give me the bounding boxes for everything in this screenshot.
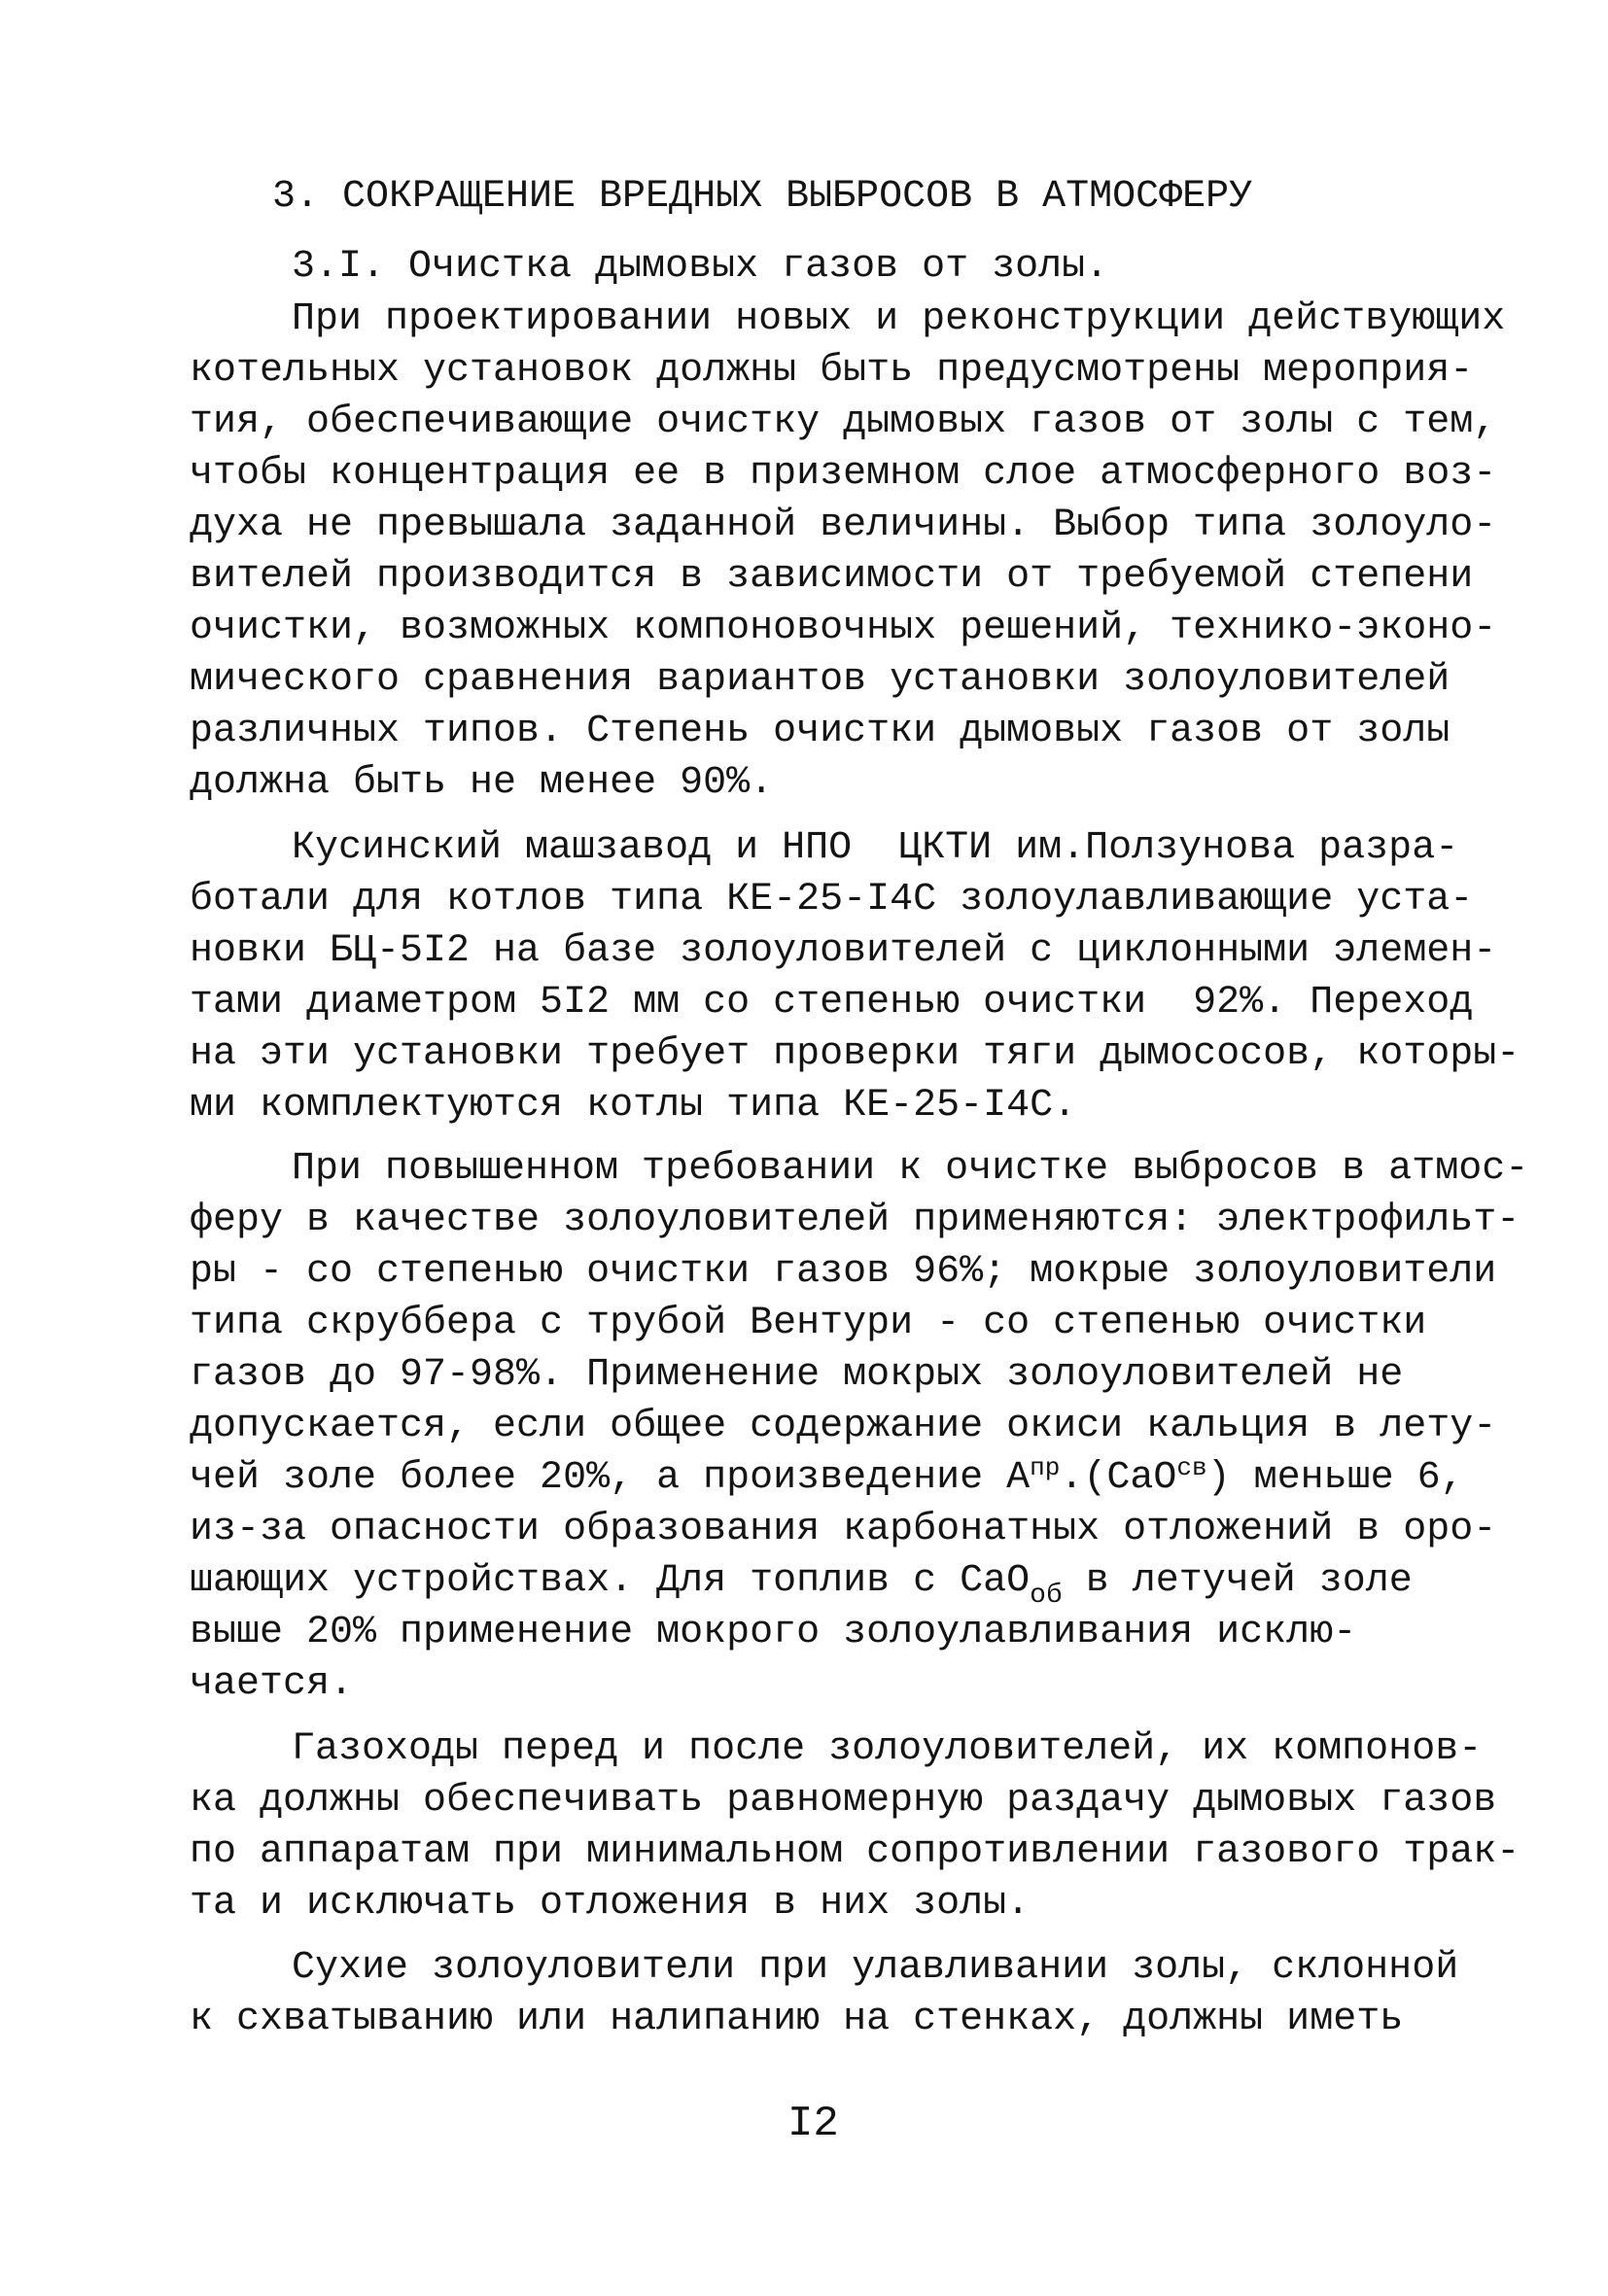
paragraph-1-line: духа не превышала заданной величины. Выбор типа золоуло- <box>190 504 1497 547</box>
paragraph-1-line: различных типов. Степень очистки дымовых газов от золы <box>190 710 1451 753</box>
paragraph-2-line: Кусинский машзавод и НПО ЦКТИ им.Ползунова разра- <box>292 826 1459 870</box>
paragraph-3-line: ры - со степенью очистки газов 96%; мокрые золоуловители <box>190 1250 1497 1294</box>
formula-superscript-sv: св <box>1176 1453 1207 1482</box>
subscript-text-after: в летучей золе <box>1062 1559 1413 1603</box>
paragraph-4-line: ка должны обеспечивать равномерную раздачу дымовых газов <box>190 1779 1497 1823</box>
paragraph-2-line: ми комплектуются котлы типа КЕ-25-I4С. <box>190 1084 1077 1128</box>
paragraph-3-line: газов до 97-98%. Применение мокрых золоуловителей не <box>190 1353 1404 1397</box>
paragraph-3-line: допускается, если общее содержание окиси кальция в лету- <box>190 1405 1497 1448</box>
paragraph-1-line: котельных установок должны быть предусмотрены мероприя- <box>190 349 1474 393</box>
section-heading: 3. СОКРАЩЕНИЕ ВРЕДНЫХ ВЫБРОСОВ В АТМОСФЕРУ <box>272 175 1253 219</box>
paragraph-2-line: новки БЦ-5I2 на базе золоуловителей с циклонными элемен- <box>190 929 1497 973</box>
paragraph-5-line: Сухие золоуловители при улавливании золы, склонной <box>292 1946 1459 1990</box>
paragraph-5-line: к схватыванию или налипанию на стенках, должны иметь <box>190 1998 1404 2041</box>
subscript-ob: об <box>1030 1581 1063 1611</box>
formula-text-after: ) меньше 6, <box>1206 1456 1464 1500</box>
formula-text-before: чей золе более 20%, а произведение А <box>190 1456 1031 1500</box>
formula-superscript-pr: пр <box>1030 1453 1061 1482</box>
paragraph-1-line: очистки, возможных компоновочных решений, технико-эконо- <box>190 607 1497 650</box>
paragraph-3-line: феру в качестве золоуловителей применяются: электрофильт- <box>190 1199 1521 1242</box>
paragraph-1-line: чтобы концентрация ее в приземном слое атмосферного воз- <box>190 452 1497 496</box>
paragraph-1-line: мического сравнения вариантов установки золоуловителей <box>190 658 1451 702</box>
paragraph-1-line: тия, обеспечивающие очистку дымовых газов от золы с тем, <box>190 400 1497 444</box>
paragraph-3-line: из-за опасности образования карбонатных отложений в оро- <box>190 1508 1497 1551</box>
paragraph-4-line: по аппаратам при минимальном сопротивлении газового трак- <box>190 1830 1521 1874</box>
paragraph-2-line: ботали для котлов типа КЕ-25-I4С золоулавливающие уста- <box>190 878 1474 922</box>
paragraph-4-line: Газоходы перед и после золоуловителей, их компонов- <box>292 1727 1483 1771</box>
paragraph-4-line: та и исключать отложения в них золы. <box>190 1882 1031 1926</box>
paragraph-1-line: При проектировании новых и реконструкции действующих <box>292 297 1506 341</box>
subscript-line <box>190 1559 1413 1611</box>
formula-text-middle: .(СаО <box>1060 1456 1177 1500</box>
paragraph-3-line: чается. <box>190 1662 354 1706</box>
page-number: I2 <box>787 2100 839 2148</box>
paragraph-1-line: должна быть не менее 90%. <box>190 761 774 805</box>
formula-line <box>190 1453 1464 1500</box>
paragraph-3-line: выше 20% применение мокрого золоулавливания исклю- <box>190 1611 1357 1654</box>
paragraph-3-line: типа скруббера с трубой Вентури - со степенью очистки <box>190 1302 1427 1345</box>
paragraph-2-line: на эти установки требует проверки тяги дымососов, которы- <box>190 1032 1521 1076</box>
subsection-heading: 3.I. Очистка дымовых газов от золы. <box>292 245 1109 289</box>
subscript-text-before: шающих устройствах. Для топлив с СаО <box>190 1559 1031 1603</box>
paragraph-3-line: При повышенном требовании к очистке выбросов в атмос- <box>292 1147 1529 1191</box>
paragraph-2-line: тами диаметром 5I2 мм со степенью очистки 92%. Переход <box>190 981 1474 1025</box>
paragraph-1-line: вителей производится в зависимости от требуемой степени <box>190 555 1474 599</box>
